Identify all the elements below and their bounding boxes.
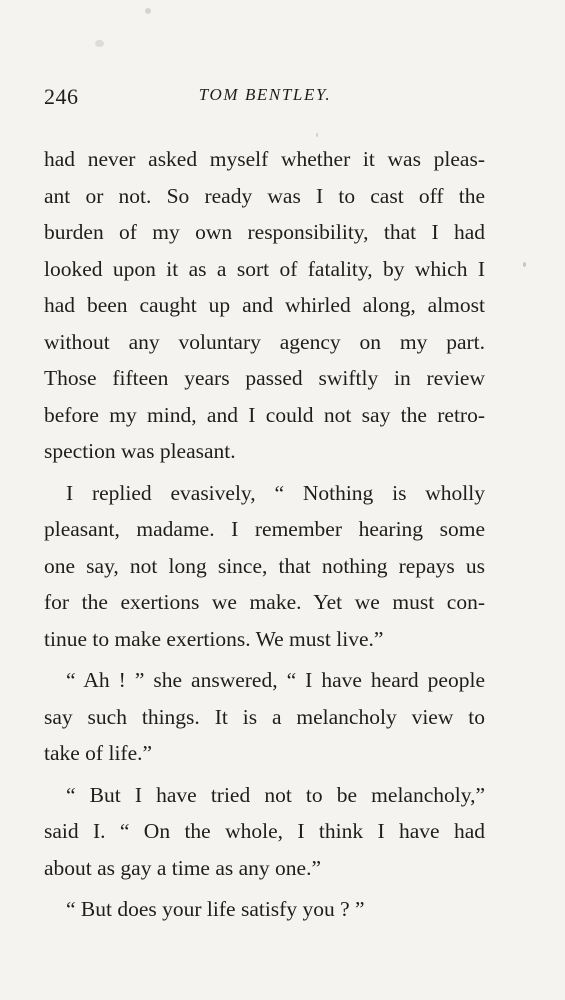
text-line: burden of my own responsibility, that I had [44, 220, 485, 244]
text-line: say such things. It is a melancholy view to [44, 704, 485, 729]
text-line: ant or not. So ready was I to cast off the [44, 183, 485, 208]
text-line: tinue to make exertions. We must live.” [44, 626, 384, 651]
text-line: “ But I have tried not to be melancholy,” [66, 782, 485, 807]
page-header [44, 84, 486, 114]
text-line: looked upon it as a sort of fatality, by which I [44, 256, 485, 281]
text-line: before my mind, and I could not say the retro- [44, 402, 485, 427]
text-line: “ Ah ! ” she answered, “ I have heard people [66, 668, 485, 692]
paper-speck [316, 133, 318, 137]
page-number: 246 [44, 84, 79, 109]
running-title: TOM BENTLEY. [198, 85, 332, 104]
text-line: had never asked myself whether it was pleas- [44, 147, 485, 171]
paper-speck [523, 262, 526, 267]
text-line: pleasant, madame. I remember hearing some [44, 517, 485, 541]
text-line: “ But does your life satisfy you ? ” [66, 897, 365, 921]
text-line: without any voluntary agency on my part. [44, 329, 485, 354]
paper-speck [145, 8, 151, 14]
text-line: said I. “ On the whole, I think I have had [44, 819, 485, 843]
text-line: one say, not long since, that nothing repays us [44, 553, 485, 578]
text-line: I replied evasively, “ Nothing is wholly [66, 480, 485, 505]
text-line: for the exertions we make. Yet we must con- [44, 590, 485, 614]
text-line: about as gay a time as any one.” [44, 855, 322, 880]
text-line: take of life.” [44, 741, 153, 765]
page-body [44, 141, 485, 928]
text-line: spection was pleasant. [44, 439, 236, 463]
text-line: Those fifteen years passed swiftly in review [44, 366, 485, 390]
paper-speck [95, 40, 104, 47]
text-line: had been caught up and whirled along, almost [44, 293, 485, 317]
